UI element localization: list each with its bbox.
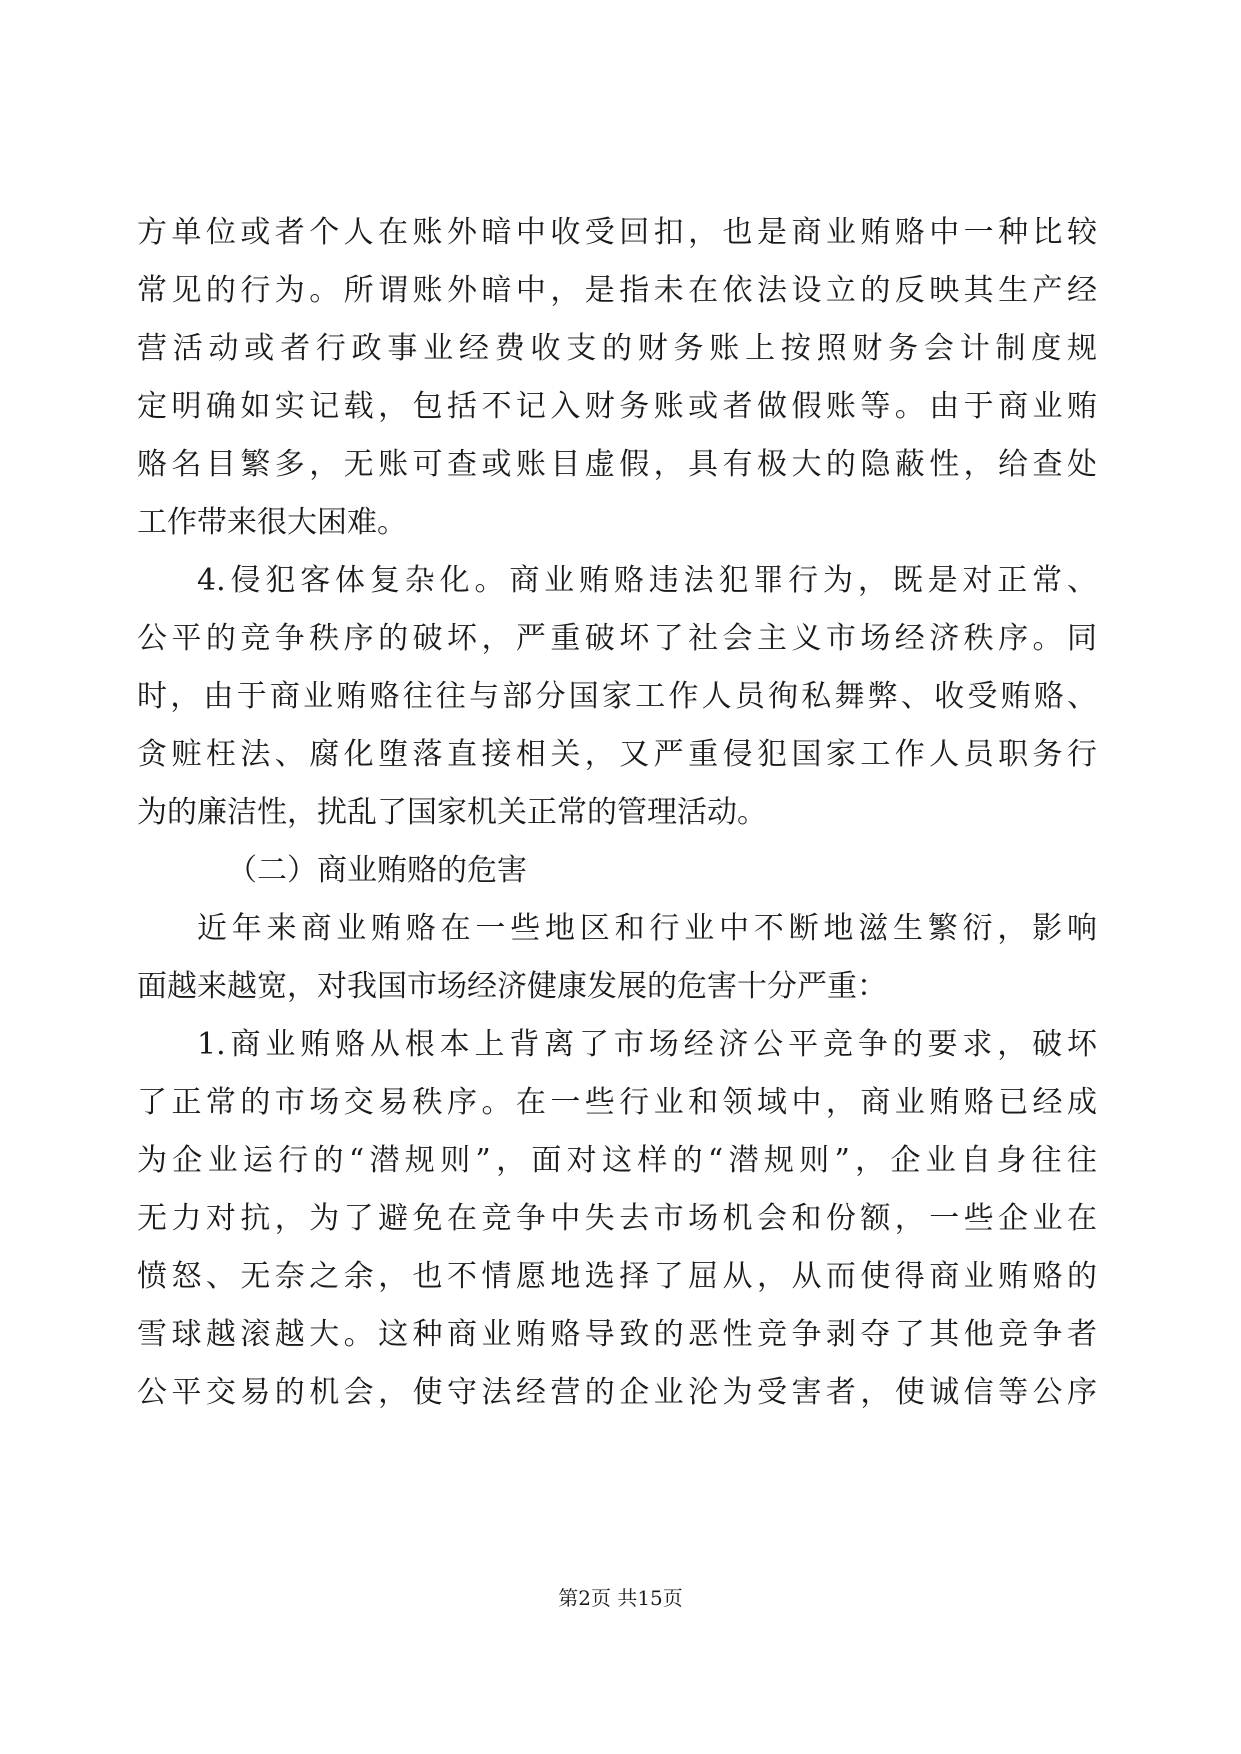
- paragraph-line: 无力对抗，为了避免在竞争中失去市场机会和份额，一些企业在: [137, 1201, 1097, 1236]
- paragraph-line: 营活动或者行政事业经费收支的财务账上按照财务会计制度规: [137, 331, 1097, 366]
- paragraph-line: 4.侵犯客体复杂化。商业贿赂违法犯罪行为，既是对正常、: [197, 563, 1097, 598]
- paragraph-line: 时，由于商业贿赂往往与部分国家工作人员徇私舞弊、收受贿赂、: [137, 679, 1097, 714]
- paragraph-line: 公平交易的机会，使守法经营的企业沦为受害者，使诚信等公序: [137, 1375, 1097, 1410]
- paragraph-line: 为的廉洁性，扰乱了国家机关正常的管理活动。: [137, 795, 767, 830]
- page-number: 第2页 共15页: [558, 1586, 683, 1610]
- paragraph-line: 定明确如实记载，包括不记入财务账或者做假账等。由于商业贿: [137, 389, 1097, 424]
- paragraph-line: 公平的竞争秩序的破坏，严重破坏了社会主义市场经济秩序。同: [137, 621, 1097, 656]
- paragraph-line: 近年来商业贿赂在一些地区和行业中不断地滋生繁衍，影响: [197, 911, 1097, 946]
- paragraph-line: 贪赃枉法、腐化堕落直接相关，又严重侵犯国家工作人员职务行: [137, 737, 1097, 772]
- paragraph-line: 雪球越滚越大。这种商业贿赂导致的恶性竞争剥夺了其他竞争者: [137, 1317, 1097, 1352]
- paragraph-line: 方单位或者个人在账外暗中收受回扣，也是商业贿赂中一种比较: [137, 215, 1097, 250]
- paragraph-line: 了正常的市场交易秩序。在一些行业和领域中，商业贿赂已经成: [137, 1085, 1097, 1120]
- paragraph-line: 面越来越宽，对我国市场经济健康发展的危害十分严重：: [137, 969, 887, 1004]
- paragraph-line: 常见的行为。所谓账外暗中，是指未在依法设立的反映其生产经: [137, 273, 1097, 308]
- paragraph-line: 1.商业贿赂从根本上背离了市场经济公平竞争的要求，破坏: [197, 1027, 1097, 1062]
- paragraph-line: 为企业运行的“潜规则”，面对这样的“潜规则”，企业自身往往: [137, 1143, 1097, 1178]
- paragraph-line: 赂名目繁多，无账可查或账目虚假，具有极大的隐蔽性，给查处: [137, 447, 1097, 482]
- section-heading: （二）商业贿赂的危害: [227, 853, 527, 888]
- paragraph-line: 愤怒、无奈之余，也不情愿地选择了屈从，从而使得商业贿赂的: [137, 1259, 1097, 1294]
- paragraph-line: 工作带来很大困难。: [137, 505, 407, 540]
